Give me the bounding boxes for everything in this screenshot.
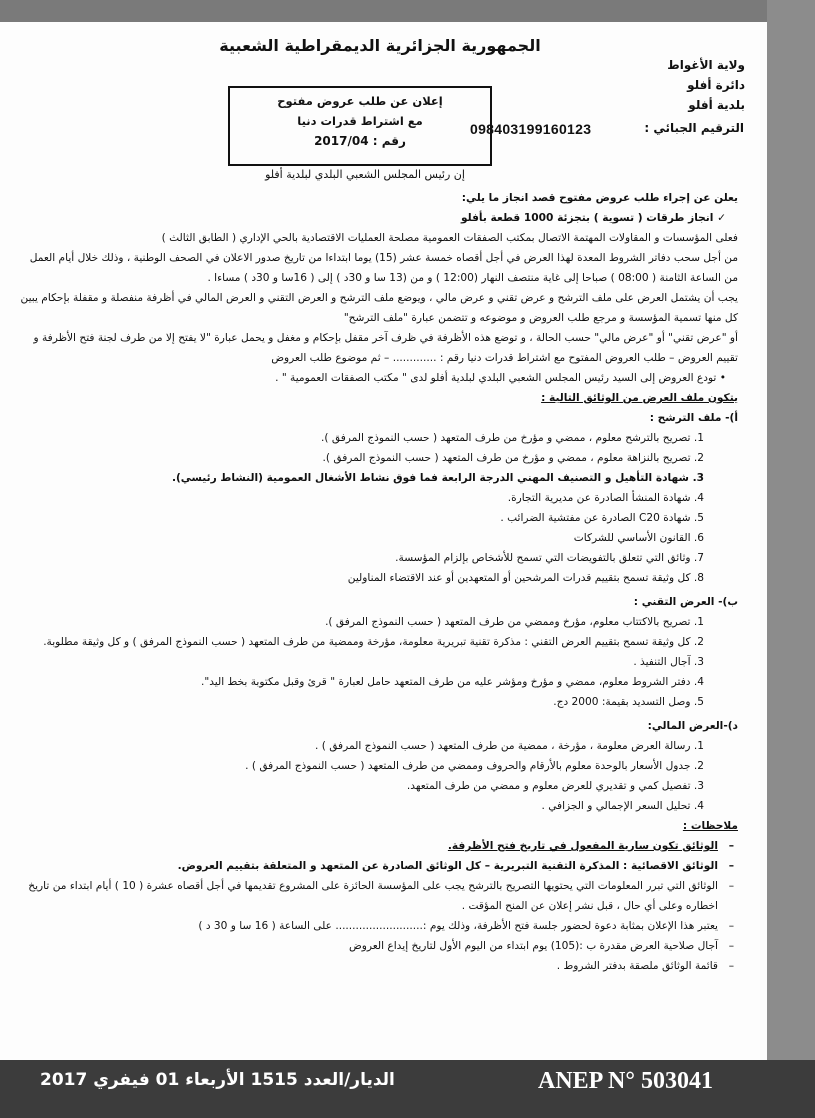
- list-item: 3. تفصيل كمي و تقديري للعرض معلوم و ممضي من طرف المتعهد.: [406, 780, 704, 792]
- list-item: 1. رسالة العرض معلومة ، مؤرخة ، ممضية من طرف المتعهد ( حسب النموذج المرفق ) .: [314, 740, 704, 752]
- note-item: – يعتبر هذا الإعلان بمثابة دعوة لحضور جلسة فتح الأظرفة، وذلك يوم :.......................... على الساعة ( 16 سا و 30 د ): [18, 916, 738, 936]
- paragraph: فعلى المؤسسات و المقاولات المهتمة الاتصال بمكتب الصفقات العمومية مصلحة العمليات الاقتصادية بالحي الإداري ( الطابق الثالث ): [161, 232, 738, 244]
- commune-label: بلدية أفلو: [688, 98, 745, 112]
- wilaya-label: ولاية الأغواط: [667, 58, 745, 72]
- notes-title: ملاحظات :: [682, 820, 738, 832]
- fiscal-number: 098403199160123: [470, 121, 592, 137]
- announcement-page: [0, 22, 767, 1060]
- list-item: 2. جدول الأسعار بالوحدة معلوم بالأرقام والحروف وممضي من طرف المتعهد ( حسب النموذج المرفق ) .: [245, 760, 704, 772]
- list-item: 8. كل وثيقة تسمح بتقييم قدرات المرشحين أو المتعهدين أو عند الاقتضاء المناولين: [347, 572, 704, 584]
- list-item: 4. دفتر الشروط معلوم، ممضي و مؤرخ ومؤشر عليه من طرف المتعهد حامل لعبارة " قرئ وقبل مكتوبة بخط اليد".: [200, 676, 704, 688]
- paragraph: يجب أن يشتمل العرض على ملف الترشح و عرض تقني و عرض مالي ، ويوضع ملف الترشح و العرض التقني و العرض المالي في أظرفة منفصلة و مقفلة بإحكام يبين كل منها تسمية المؤسسة و مرجع طلب العروض و موضوعه و تتضمن عبارة "ملف الترشح": [20, 292, 738, 324]
- intro-text: يعلن عن إجراء طلب عروض مفتوح قصد انجاز ما يلي:: [461, 192, 738, 204]
- check-icon: ✓: [713, 212, 726, 224]
- project-line: [18, 208, 738, 228]
- list-item: 5. شهادة C20 الصادرة عن مفتشية الضرائب .: [500, 512, 704, 524]
- page-title: الجمهورية الجزائرية الديمقراطية الشعبية: [219, 36, 541, 55]
- announcement-body: [18, 188, 738, 976]
- scan-top-band: [0, 0, 815, 22]
- note-item: – الوثائق الاقصائية : المذكرة التقنية التبريرية – كل الوثائق الصادرة عن المتعهد و المتعلقة بتقييم العروض.: [18, 856, 738, 876]
- financial-title: د)-العرض المالي:: [647, 720, 738, 732]
- technical-title: ب)- العرض التقني :: [633, 596, 738, 608]
- list-item: 5. وصل التسديد بقيمة: 2000 دج.: [553, 696, 704, 708]
- notice-line-2: مع اشتراط قدرات دنيا: [297, 114, 423, 128]
- paragraph: أو "عرض تقني" أو "عرض مالي" حسب الحالة ، و توضع هذه الأظرفة في ظرف آخر مقفل بإحكام و مغفل و يحمل عبارة "لا يفتح إلا من طرف لجنة فتح الأظرفة و تقييم العروض – طلب العروض المفتوح مع اشتراط قدرات دنيا رقم : ............. – ثم موضوع طلب العروض: [33, 332, 738, 364]
- list-item: 4. تحليل السعر الإجمالي و الجزافي .: [541, 800, 704, 812]
- fiscal-label: الترقيم الجبائي :: [644, 121, 744, 135]
- paragraph: • تودع العروض إلى السيد رئيس المجلس الشعبي البلدي لبلدية أفلو لدى " مكتب الصفقات العمومية " .: [275, 372, 726, 384]
- notice-box: [228, 86, 492, 166]
- notice-reference: رقم : 2017/04: [314, 134, 406, 148]
- note-item: – الوثائق التي تبرر المعلومات التي يحتويها التصريح بالترشح يجب على المؤسسة الحائزة على المشروع تقديمها في أجل أقصاه عشرة ( 10 ) أيام ابتداء من تاريخ اخطاره وعلى أي حال ، قبل نشر إعلان عن المنح المؤقت .: [18, 876, 738, 916]
- anep-number: ANEP N° 503041: [538, 1068, 713, 1094]
- list-item: 4. شهادة المنشأ الصادرة عن مديرية التجارة.: [507, 492, 704, 504]
- authority-line: إن رئيس المجلس الشعبي البلدي لبلدية أفلو: [265, 168, 465, 181]
- list-item: 2. تصريح بالنزاهة معلوم ، ممضي و مؤرخ من طرف المتعهد ( حسب النموذج المرفق ).: [322, 452, 704, 464]
- scan-side-band: [767, 0, 815, 1060]
- paragraph: من أجل سحب دفاتر الشروط المعدة لهذا العرض في أجل أقصاه خمسة عشر (15) يوما ابتداءا من تاريخ صدور الاعلان في الصحف الوطنية ، وذلك خلال أيام العمل من الساعة الثامنة ( 08:00 ) صباحا إلى غاية منتصف النهار (12:00 ) و من (13 سا و 30د ) إلى ( 16سا و 30د ) مساءا .: [29, 252, 738, 284]
- issue-info: الديار/العدد 1515 الأربعاء 01 فيفري 2017: [40, 1070, 395, 1090]
- note-item: – قائمة الوثائق ملصقة بدفتر الشروط .: [18, 956, 738, 976]
- list-item: 3. شهادة التأهيل و التصنيف المهني الدرجة الرابعة فما فوق نشاط الأشغال العمومية (النشاط رئيسي).: [171, 472, 704, 484]
- daira-label: دائرة أفلو: [687, 78, 745, 92]
- newspaper-footer: [0, 1060, 815, 1118]
- composition-title: يتكون ملف العرض من الوثائق التالية :: [541, 392, 738, 404]
- candidacy-title: أ)- ملف الترشح :: [649, 412, 738, 424]
- fiscal-id-row: [470, 121, 744, 137]
- notice-line-1: إعلان عن طلب عروض مفتوح: [277, 94, 443, 108]
- list-item: 1. تصريح بالاكتتاب معلوم، مؤرخ وممضي من طرف المتعهد ( حسب النموذج المرفق ).: [325, 616, 704, 628]
- list-item: 1. تصريح بالترشح معلوم ، ممضي و مؤرخ من طرف المتعهد ( حسب النموذج المرفق ).: [321, 432, 704, 444]
- list-item: 7. وثائق التي تتعلق بالتفويضات التي تسمح للأشخاص بإلزام المؤسسة.: [395, 552, 704, 564]
- list-item: 2. كل وثيقة تسمح بتقييم العرض التقني : مذكرة تقنية تبريرية معلومة، مؤرخة وممضية من طرف المتعهد ( حسب النموذج المرفق ) و كل وثيقة مطلوبة.: [43, 636, 704, 648]
- list-item: 3. آجال التنفيذ .: [633, 656, 704, 668]
- note-item: – الوثائق تكون سارية المفعول في تاريخ فتح الأظرفة.: [18, 836, 738, 856]
- project-text: انجاز طرقات ( تسوية ) بتجزئة 1000 قطعة بأفلو: [461, 212, 714, 224]
- list-item: 6. القانون الأساسي للشركات: [573, 532, 704, 544]
- note-item: – آجال صلاحية العرض مقدرة ب :(105) يوم ابتداء من اليوم الأول لتاريخ إيداع العروض: [18, 936, 738, 956]
